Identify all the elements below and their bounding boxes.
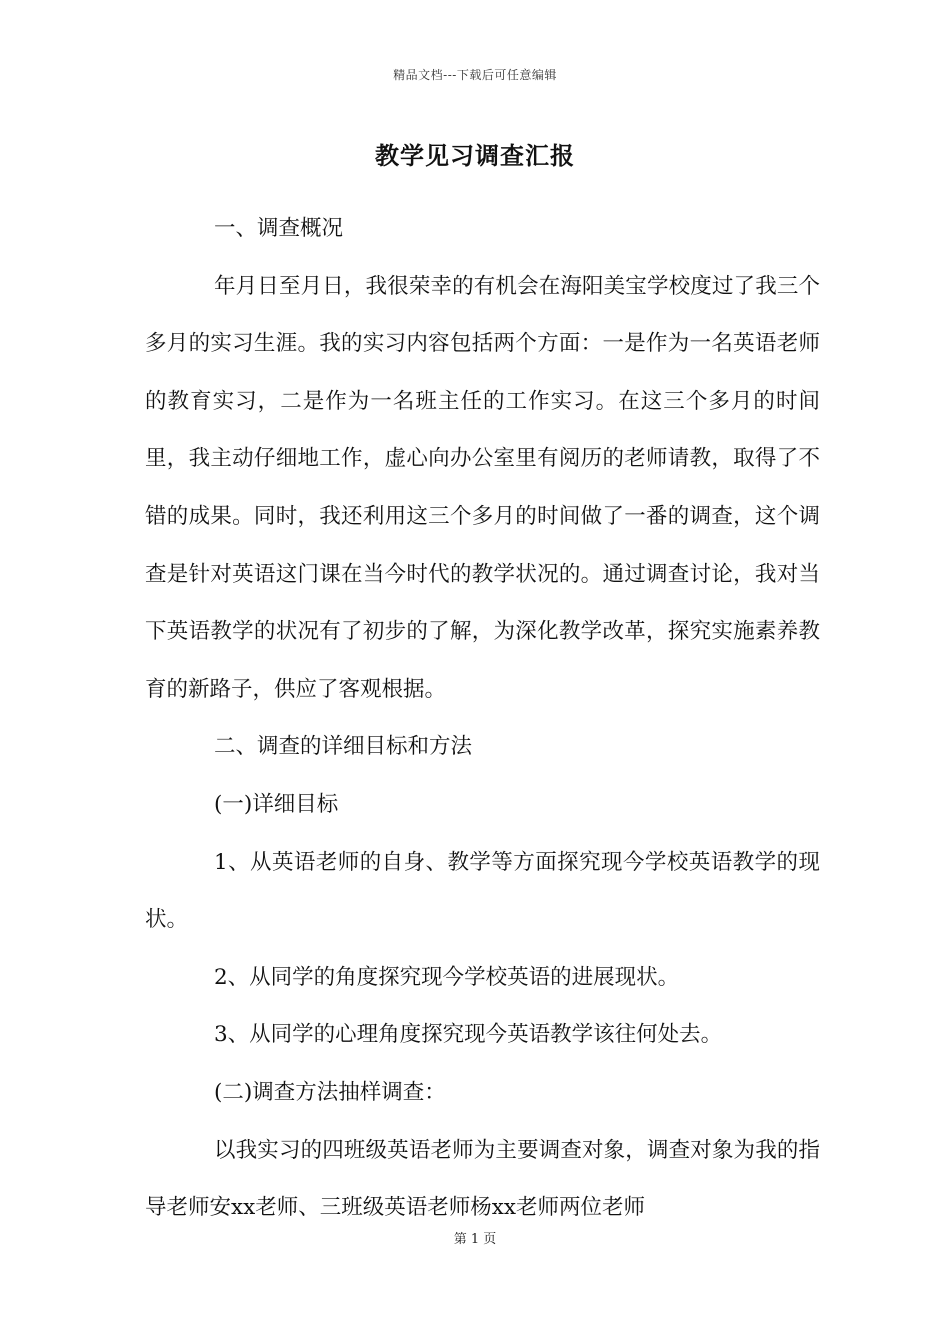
section-heading-goals-methods: 二、调查的详细目标和方法 — [214, 734, 473, 760]
overview-paragraph: 年月日至月日，我很荣幸的有机会在海阳美宝学校度过了我三个多月的实习生涯。我的实习内容包括两个方面：一是作为一名英语老师的教育实习，二是作为一名班主任的工作实习。在这三个多月的时间里，我主动仔细地工作，虚心向办公室里有阅历的老师请教，取得了不错的成果。同时，我还利用这三个多月的时间做了一番的调查，这个调查是针对英语这门课在当今时代的教学状况的。通过调查讨论，我对当下英语教学的状况有了初步的了解，为深化教学改革，探究实施素养教育的新路子，供应了客观根据。 — [145, 273, 820, 702]
goal-item-1: 1、从英语老师的自身、教学等方面探究现今学校英语教学的现状。 — [145, 849, 820, 933]
goal-item-3: 3、从同学的心理角度探究现今英语教学该往何处去。 — [214, 1022, 723, 1048]
document-title: 教学见习调查汇报 — [375, 141, 575, 170]
survey-method-paragraph: 以我实习的四班级英语老师为主要调查对象，调查对象为我的指导老师安xx老师、三班级英语老师杨xx老师两位老师 — [145, 1137, 820, 1221]
section-heading-overview: 一、调查概况 — [214, 216, 344, 241]
document-body — [145, 200, 820, 1237]
page-header: 精品文档---下载后可任意编辑 — [393, 68, 557, 82]
subheading-detailed-goals: (一)详细目标 — [214, 791, 339, 817]
goal-item-2: 2、从同学的角度探究现今学校英语的进展现状。 — [214, 964, 680, 990]
page-number: 第 1 页 — [453, 1232, 497, 1247]
subheading-survey-method: (二)调查方法抽样调查： — [214, 1079, 446, 1105]
